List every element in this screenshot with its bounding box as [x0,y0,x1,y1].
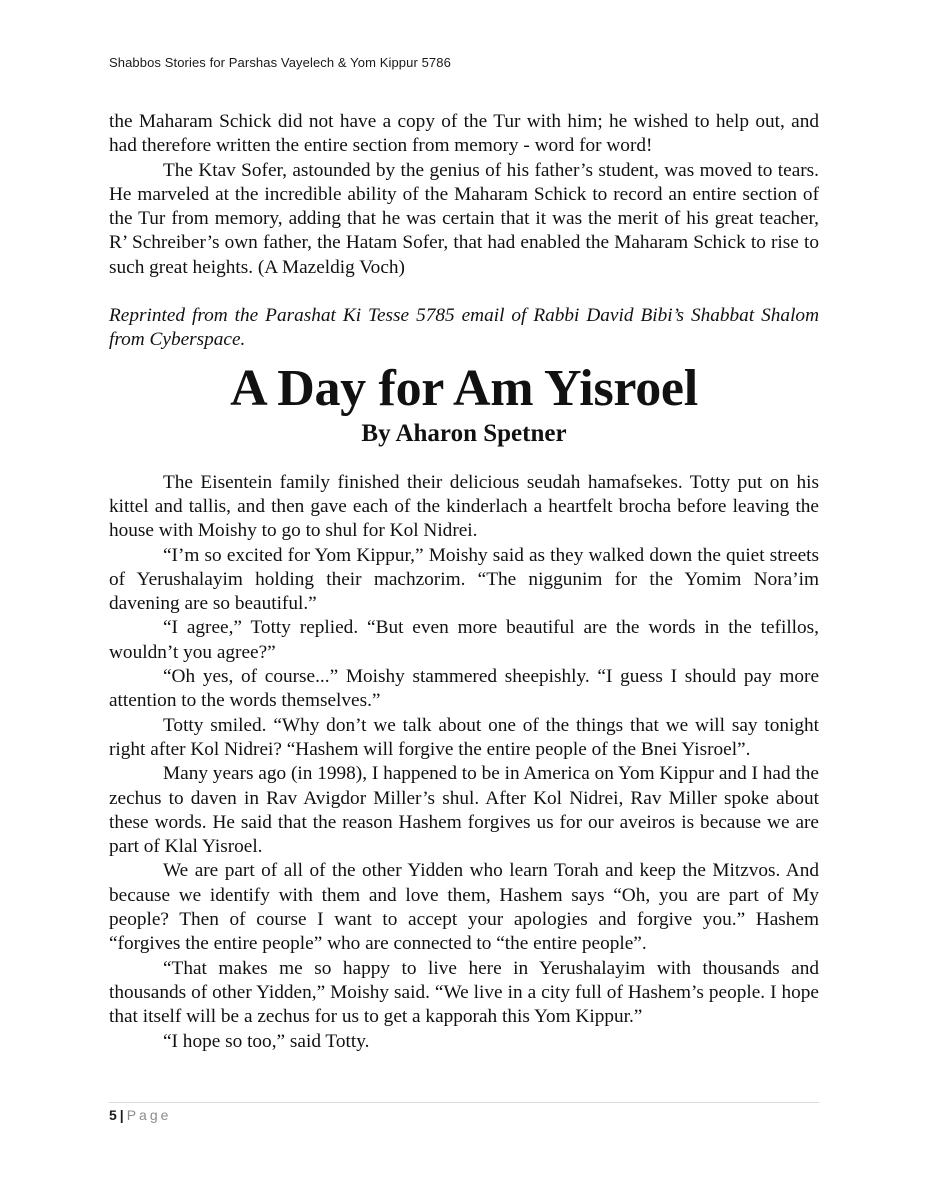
story-paragraph: “I hope so too,” said Totty. [163,1030,370,1052]
page-footer [109,1107,171,1123]
story-paragraph: Many years ago (in 1998), I happened to be in America on Yom Kippur and I had the zechus to daven in Rav Avigdor Miller’s shul. After Kol Nidrei, Rav Miller spoke about these words. He said that the reason Hashem forgives us for our aveiros is because we are part of Klal Yisroel. [109,763,819,858]
page-number: 5 [109,1107,117,1123]
story-paragraph: Totty smiled. “Why don’t we talk about one of the things that we will say tonight right after Kol Nidrei? “Hashem will forgive the entire people of the Bnei Yisroel”. [109,714,819,760]
story-title: A Day for Am Yisroel [230,359,698,417]
story-paragraph: The Eisentein family finished their delicious seudah hamafsekes. Totty put on his kittel and tallis, and then gave each of the kinderlach a heartfelt brocha before leaving the house with Moishy to go to shul for Kol Nidrei. [109,471,819,542]
story-paragraph: “Oh yes, of course...” Moishy stammered sheepishly. “I guess I should pay more attention to the words themselves.” [109,666,819,712]
footer-divider [109,1102,819,1103]
footer-separator: | [119,1107,124,1123]
story-paragraph: We are part of all of the other Yidden who learn Torah and keep the Mitzvos. And because we identify with them and love them, Hashem says “Oh, you are part of My people? Then of course I want to accept your apologies and forgive you.” Hashem “forgives the entire people” who are connected to “the entire people”. [109,860,819,955]
reprint-note: Reprinted from the Parashat Ki Tesse 5785 email of Rabbi David Bibi’s Shabbat Shalom from Cyberspace. [109,305,819,351]
page-label: Page [126,1107,172,1123]
running-header: Shabbos Stories for Parshas Vayelech & Yom Kippur 5786 [109,55,451,70]
story-paragraph: “That makes me so happy to live here in Yerushalayim with thousands and thousands of other Yidden,” Moishy said. “We live in a city full of Hashem’s people. I hope that itself will be a zechus for us to get a kapporah this Yom Kippur.” [109,957,819,1028]
story-paragraph: “I’m so excited for Yom Kippur,” Moishy said as they walked down the quiet streets of Yerushalayim holding their machzorim. “The niggunim for the Yomim Nora’im davening are so beautiful.” [109,544,819,615]
story-paragraph: “I agree,” Totty replied. “But even more beautiful are the words in the tefillos, wouldn’t you agree?” [109,617,819,663]
previous-story-paragraph: the Maharam Schick did not have a copy of the Tur with him; he wished to help out, and had therefore written the entire section from memory - word for word! [109,111,819,157]
previous-story-paragraph: The Ktav Sofer, astounded by the genius of his father’s student, was moved to tears. He marveled at the incredible ability of the Maharam Schick to record an entire section of the Tur from memory, adding that he was certain that it was the merit of his great teacher, R’ Schreiber’s own father, the Hatam Sofer, that had enabled the Maharam Schick to rise to such great heights. (A Mazeldig Voch) [109,159,819,278]
story-byline: By Aharon Spetner [361,419,567,447]
page-content [109,110,819,1054]
story-body [109,471,819,1054]
